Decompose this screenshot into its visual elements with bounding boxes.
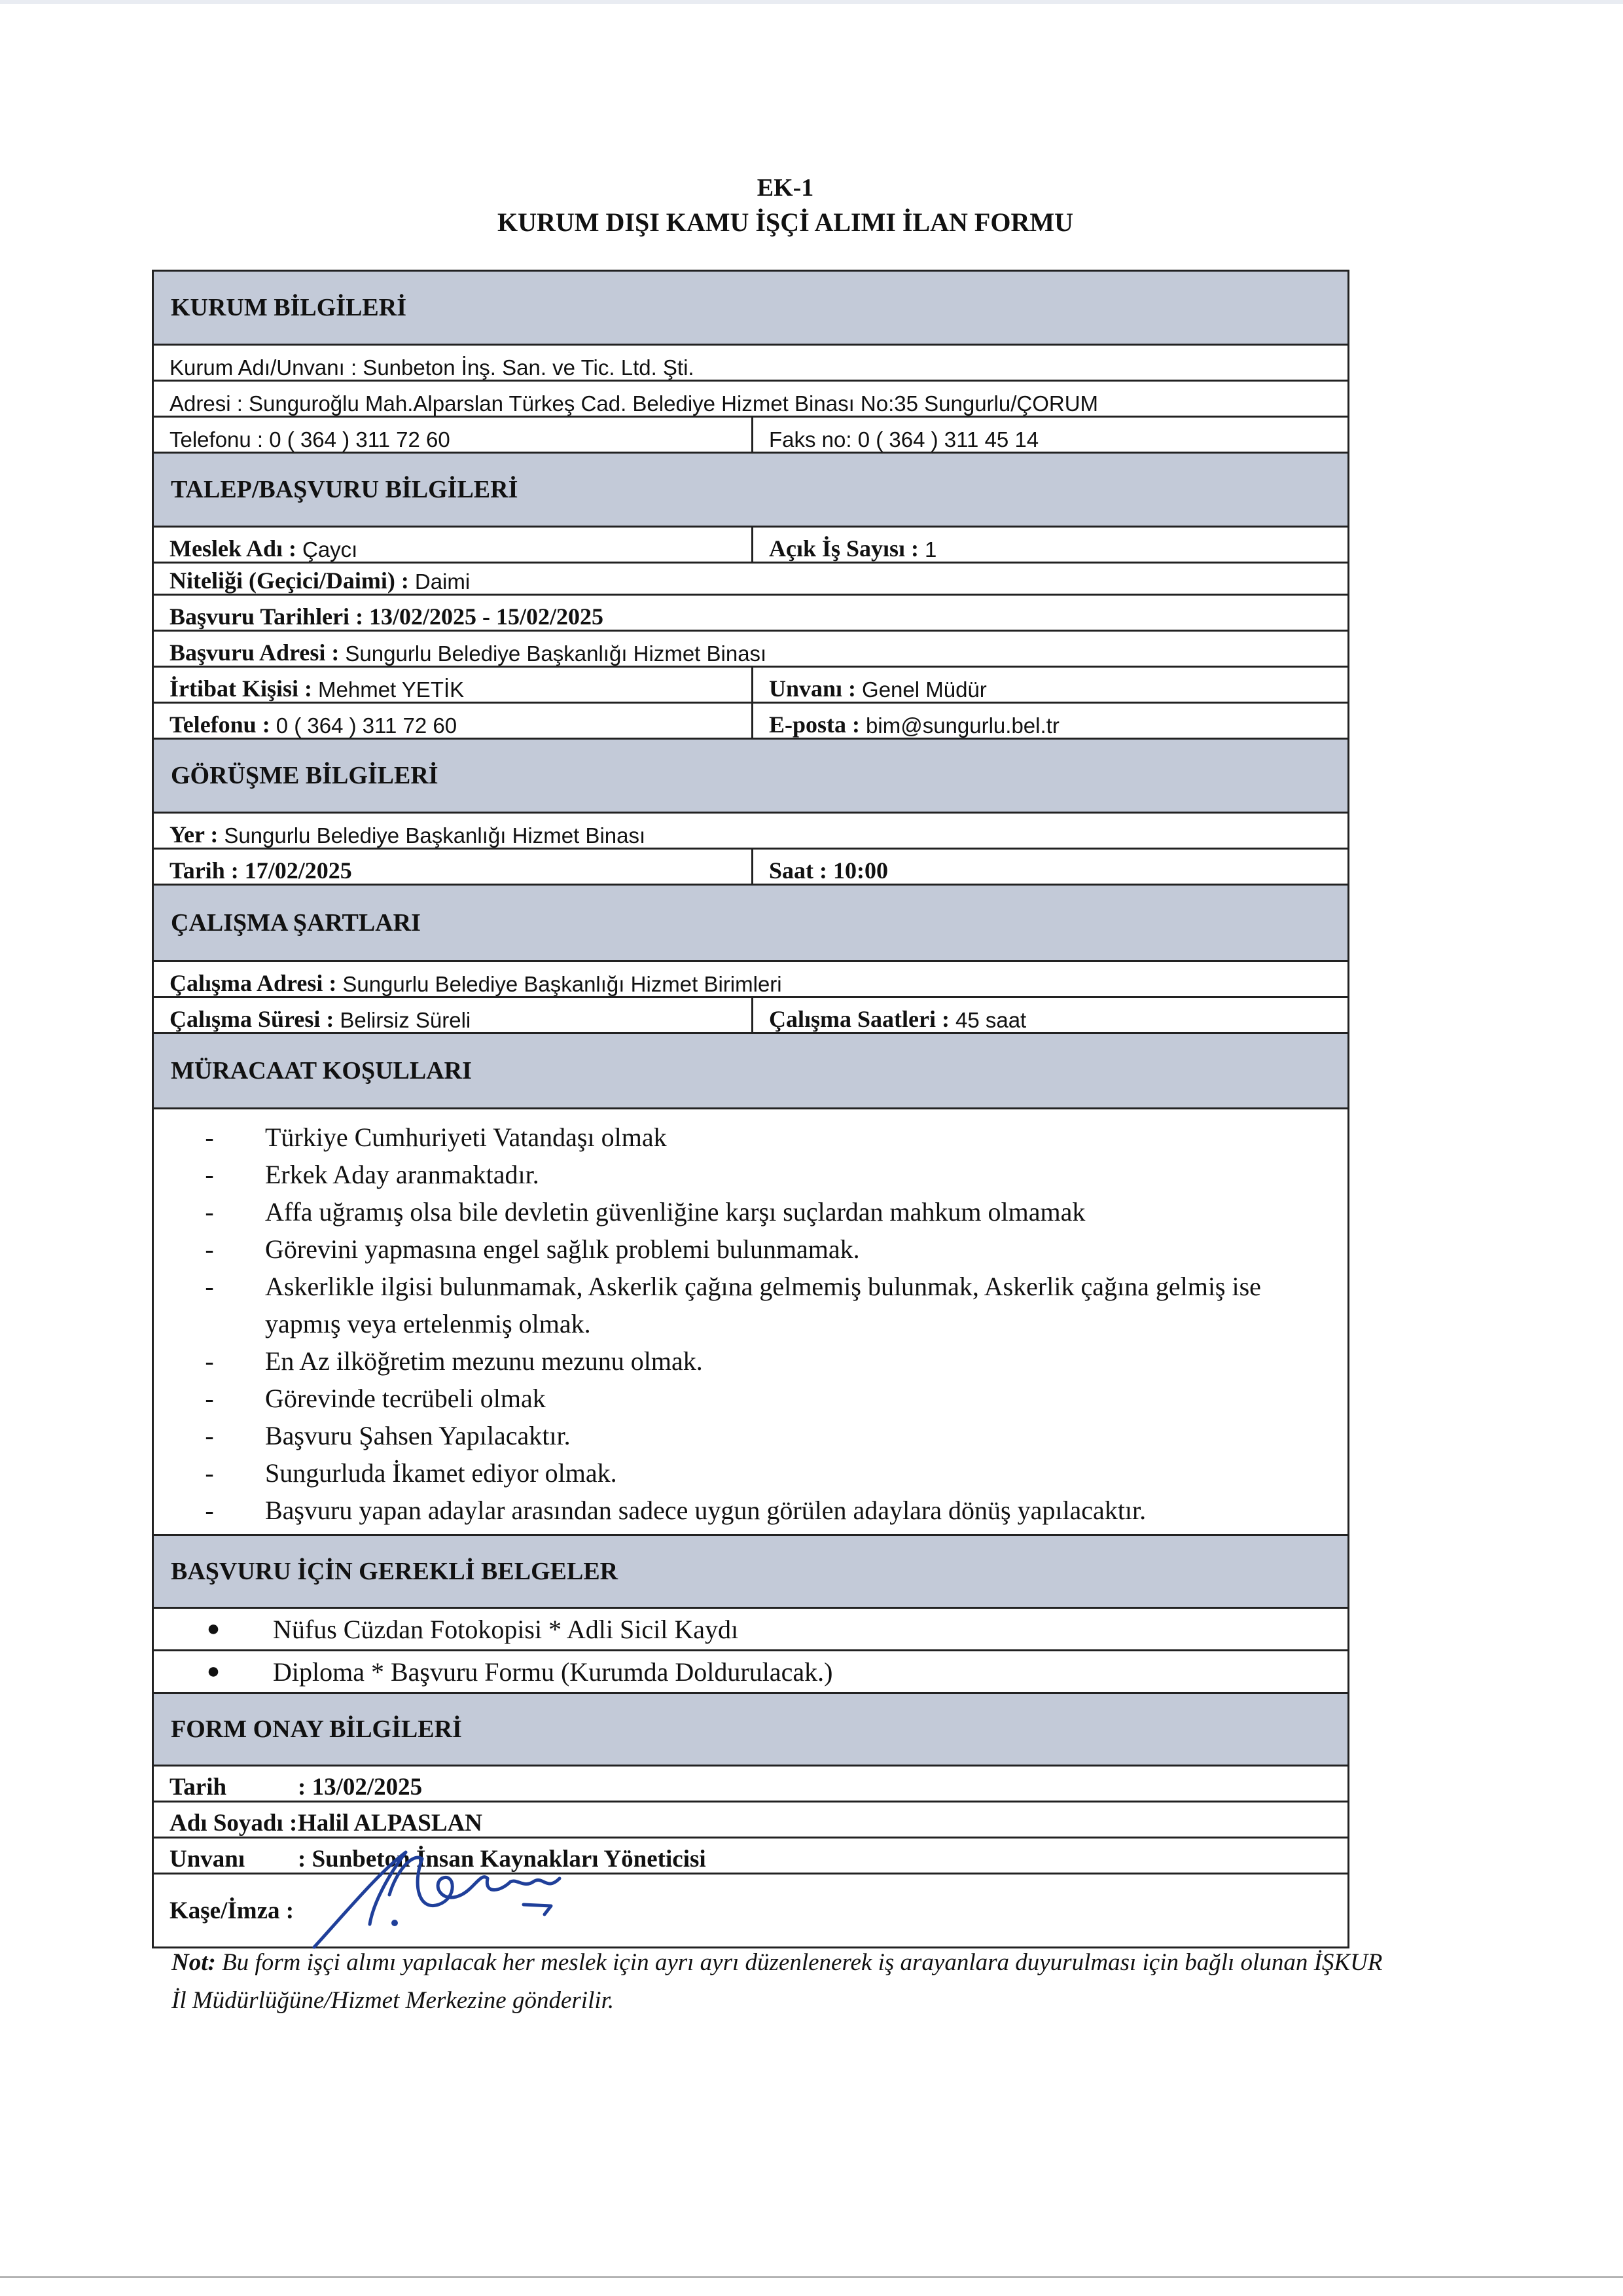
section-kurum-heading: KURUM BİLGİLERİ (154, 272, 1347, 346)
condition-item (154, 1454, 1347, 1492)
dash-bullet: - (205, 1272, 214, 1301)
section-gorusme-heading: GÖRÜŞME BİLGİLERİ (154, 740, 1347, 814)
talep-contact-row (154, 704, 1347, 740)
eposta-value: bim@sungurlu.bel.tr (866, 713, 1060, 738)
dash-bullet: - (205, 1197, 214, 1227)
document-text: Diploma * Başvuru Formu (Kurumda Doldurulacak.) (273, 1657, 833, 1687)
note-label: Not: (171, 1949, 216, 1976)
onay-ad-value: Halil ALPASLAN (298, 1810, 482, 1837)
gorusme-zaman-row (154, 850, 1347, 886)
kurum-name-row (154, 346, 1347, 382)
yer-value: Sungurlu Belediye Başkanlığı Hizmet Binası (224, 823, 646, 848)
nitelik-label: Niteliği (Geçici/Daimi) : (169, 567, 409, 594)
condition-text: Türkiye Cumhuriyeti Vatandaşı olmak (265, 1122, 667, 1152)
document-header (0, 171, 1571, 241)
condition-item (154, 1342, 1347, 1380)
eposta-label: E-posta : (769, 711, 861, 738)
onay-unvan-label: Unvanı (169, 1846, 245, 1873)
dash-bullet: - (205, 1160, 214, 1189)
condition-item (154, 1119, 1347, 1156)
onay-tarih-value: : 13/02/2025 (298, 1774, 423, 1801)
note-text: Bu form işçi alımı yapılacak her meslek için ayrı ayrı düzenlenerek iş arayanlara duyurulması için bağlı olunan İŞKUR İl Müdürlüğüne/Hizmet Merkezine gönderilir. (171, 1949, 1383, 2014)
calisma-sure-row (154, 998, 1347, 1034)
form-title: KURUM DIŞI KAMU İŞÇİ ALIMI İLAN FORMU (497, 207, 1074, 237)
condition-text: Sungurluda İkamet ediyor olmak. (265, 1458, 617, 1488)
calisma-sure-label: Çalışma Süresi : (169, 1006, 334, 1032)
dash-bullet: - (205, 1496, 214, 1525)
dash-bullet: - (205, 1458, 214, 1488)
condition-item (154, 1492, 1347, 1529)
section-onay-heading: FORM ONAY BİLGİLERİ (154, 1694, 1347, 1767)
scan-bottom-edge (0, 2276, 1623, 2278)
section-calisma-heading: ÇALIŞMA ŞARTLARI (154, 886, 1347, 962)
nitelik-value: Daimi (414, 569, 471, 594)
basvuru-adres-label: Başvuru Adresi : (169, 639, 340, 666)
footer-note (171, 1944, 1402, 2020)
condition-text: En Az ilköğretim mezunu mezunu olmak. (265, 1346, 703, 1376)
kurum-address: Adresi : Sunguroğlu Mah.Alparslan Türkeş Cad. Belediye Hizmet Binası No:35 Sungurlu/ÇORUM (169, 391, 1099, 416)
kurum-fax: Faks no: 0 ( 364 ) 311 45 14 (769, 427, 1039, 452)
calisma-saat-cell (753, 998, 1347, 1032)
annex-code: EK-1 (757, 174, 814, 202)
signature-mark (308, 1833, 582, 1950)
talep-phone-label: Telefonu : (169, 711, 270, 738)
kurum-address-row (154, 382, 1347, 418)
announcement-form (152, 270, 1349, 1948)
irtibat-value: Mehmet YETİK (318, 677, 465, 702)
calisma-sure-value: Belirsiz Süreli (340, 1008, 471, 1032)
onay-tarih-label: Tarih (169, 1774, 227, 1801)
dash-bullet: - (205, 1421, 214, 1450)
meslek-value: Çaycı (302, 537, 358, 562)
bullet-dot: ● (206, 1659, 221, 1683)
dash-bullet: - (205, 1122, 214, 1152)
calisma-saat-label: Çalışma Saatleri : (769, 1006, 950, 1032)
document-item (154, 1609, 1347, 1651)
calisma-adres-cell (154, 962, 1347, 996)
irtibat-label: İrtibat Kişisi : (169, 675, 313, 702)
yer-label: Yer : (169, 821, 219, 848)
basvuru-adres-value: Sungurlu Belediye Başkanlığı Hizmet Binası (345, 641, 767, 666)
nitelik-row (154, 564, 1347, 596)
condition-item (154, 1268, 1347, 1342)
kurum-phone: Telefonu : 0 ( 364 ) 311 72 60 (154, 418, 753, 452)
condition-item (154, 1193, 1347, 1230)
kurum-name: Kurum Adı/Unvanı : Sunbeton İnş. San. ve Tic. Ltd. Şti. (169, 355, 694, 380)
onay-unvan-value: : Sunbeton İnsan Kaynakları Yöneticisi (298, 1846, 706, 1873)
condition-text: Görevinde tecrübeli olmak (265, 1384, 546, 1413)
calisma-adres-value: Sungurlu Belediye Başkanlığı Hizmet Birimleri (342, 972, 782, 996)
condition-item (154, 1156, 1347, 1193)
condition-text: Askerlikle ilgisi bulunmamak, Askerlik çağına gelmemiş bulunmak, Askerlik çağına gelmiş ise yapmış veya ertelenmiş olmak. (265, 1272, 1261, 1338)
calisma-adres-label: Çalışma Adresi : (169, 970, 337, 996)
meslek-label: Meslek Adı : (169, 535, 296, 562)
unvan-label: Unvanı : (769, 675, 857, 702)
yer-cell (154, 814, 1347, 848)
onay-ad-label: Adı Soyadı : (169, 1810, 298, 1837)
section-talep-heading: TALEP/BAŞVURU BİLGİLERİ (154, 454, 1347, 528)
calisma-sure-cell (154, 998, 753, 1032)
irtibat-row (154, 668, 1347, 704)
talep-phone-cell (154, 704, 753, 738)
unvan-cell (753, 668, 1347, 702)
bullet-dot: ● (206, 1617, 221, 1641)
gorusme-tarih: Tarih : 17/02/2025 (154, 850, 753, 884)
acik-value: 1 (925, 537, 937, 562)
document-text: Nüfus Cüzdan Fotokopisi * Adli Sicil Kaydı (273, 1614, 739, 1644)
irtibat-cell (154, 668, 753, 702)
condition-text: Başvuru Şahsen Yapılacaktır. (265, 1421, 571, 1450)
condition-text: Affa uğramış olsa bile devletin güvenliğine karşı suçlardan mahkum olmamak (265, 1197, 1086, 1227)
condition-text: Başvuru yapan adaylar arasından sadece uygun görülen adaylara dönüş yapılacaktır. (265, 1496, 1147, 1525)
document-item (154, 1651, 1347, 1694)
condition-item (154, 1417, 1347, 1454)
basvuru-adres-row (154, 632, 1347, 668)
condition-item (154, 1230, 1347, 1268)
dash-bullet: - (205, 1346, 214, 1376)
calisma-adres-row (154, 962, 1347, 998)
eposta-cell (753, 704, 1347, 738)
condition-text: Erkek Aday aranmaktadır. (265, 1160, 539, 1189)
talep-phone-value: 0 ( 364 ) 311 72 60 (276, 713, 457, 738)
section-muracaat-heading: MÜRACAAT KOŞULLARI (154, 1034, 1347, 1109)
calisma-saat-value: 45 saat (955, 1008, 1027, 1032)
acik-label: Açık İş Sayısı : (769, 535, 919, 562)
dash-bullet: - (205, 1384, 214, 1413)
section-belgeler-heading: BAŞVURU İÇİN GEREKLİ BELGELER (154, 1536, 1347, 1609)
basvuru-tarih: Başvuru Tarihleri : 13/02/2025 - 15/02/2025 (169, 603, 604, 630)
dash-bullet: - (205, 1234, 214, 1264)
nitelik-cell (154, 564, 1347, 594)
documents-list (154, 1609, 1347, 1694)
condition-item (154, 1380, 1347, 1417)
conditions-list (154, 1109, 1347, 1536)
scan-top-edge (0, 0, 1623, 4)
basvuru-tarih-row (154, 596, 1347, 632)
yer-row (154, 814, 1347, 850)
gorusme-saat: Saat : 10:00 (769, 857, 888, 884)
meslek-row (154, 528, 1347, 564)
meslek-cell (154, 528, 753, 562)
condition-text: Görevini yapmasına engel sağlık problemi bulunmamak. (265, 1234, 860, 1264)
kurum-contact-row (154, 418, 1347, 454)
acik-cell (753, 528, 1347, 562)
basvuru-adres-cell (154, 632, 1347, 666)
kase-imza-label: Kaşe/İmza : (169, 1897, 294, 1924)
onay-tarih-row (154, 1767, 1347, 1803)
unvan-value: Genel Müdür (862, 677, 987, 702)
